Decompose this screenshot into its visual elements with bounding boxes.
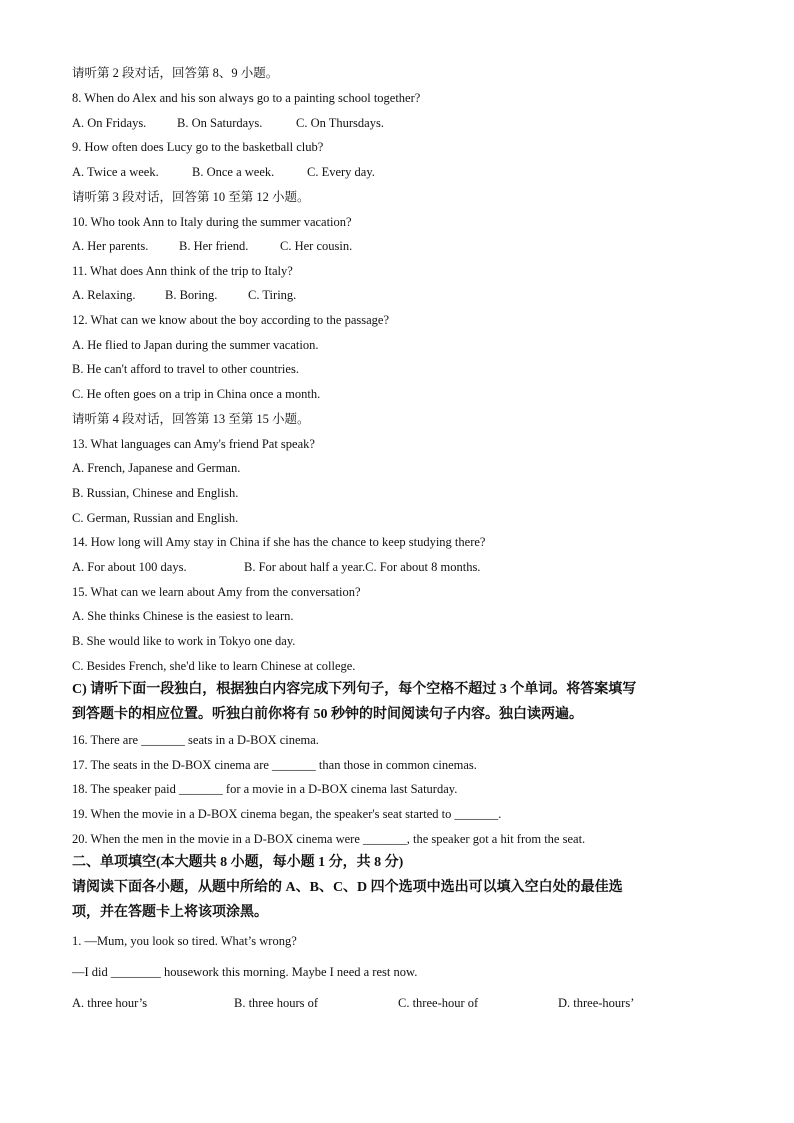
part-c-instruction-line-1: C) 请听下面一段独白，根据独白内容完成下列句子，每个空格不超过 3 个单词。将答案填写	[72, 682, 637, 697]
mcq-1-reply: —I did ________ housework this morning. Maybe I need a rest now.	[72, 965, 418, 979]
option-c: C. On Thursdays.	[296, 116, 384, 130]
question-16: 16. There are _______ seats in a D-BOX cinema.	[72, 733, 319, 747]
option-b: B. Boring.	[165, 288, 218, 302]
option-a: A. three hour’s	[72, 996, 148, 1010]
option-c: C. Her cousin.	[280, 239, 353, 253]
option-c: C. Tiring.	[248, 288, 297, 302]
question-13-option-a: A. French, Japanese and German.	[72, 461, 241, 475]
option-b: B. On Saturdays.	[177, 116, 263, 130]
question-12-option-c: C. He often goes on a trip in China once a month.	[72, 387, 321, 401]
question-11: 11. What does Ann think of the trip to Italy?	[72, 264, 293, 278]
option-a: A. Twice a week.	[72, 165, 159, 179]
section-instruction-2: 请听第 2 段对话，回答第 8、9 小题。	[72, 66, 279, 80]
section-two-heading: 二、单项填空(本大题共 8 小题，每小题 1 分，共 8 分)	[72, 855, 404, 870]
question-8: 8. When do Alex and his son always go to a painting school together?	[72, 91, 421, 105]
option-b: B. Her friend.	[179, 239, 249, 253]
question-17: 17. The seats in the D-BOX cinema are _______ than those in common cinemas.	[72, 758, 477, 772]
question-18: 18. The speaker paid _______ for a movie in a D-BOX cinema last Saturday.	[72, 782, 458, 796]
option-b: B. Once a week.	[192, 165, 275, 179]
option-b-c: B. For about half a year.C. For about 8 months.	[244, 560, 481, 574]
question-13-option-b: B. Russian, Chinese and English.	[72, 486, 239, 500]
mcq-1-prompt: 1. —Mum, you look so tired. What’s wrong?	[72, 934, 297, 948]
option-c: C. Every day.	[307, 165, 375, 179]
question-13-option-c: C. German, Russian and English.	[72, 511, 239, 525]
question-12-option-b: B. He can't afford to travel to other countries.	[72, 362, 299, 376]
part-c-instruction-line-2: 到答题卡的相应位置。听独白前你将有 50 秒钟的时间阅读句子内容。独白读两遍。	[72, 707, 583, 722]
question-15-option-a: A. She thinks Chinese is the easiest to learn.	[72, 609, 294, 623]
question-15: 15. What can we learn about Amy from the conversation?	[72, 585, 361, 599]
question-15-option-b: B. She would like to work in Tokyo one day.	[72, 634, 296, 648]
question-19: 19. When the movie in a D-BOX cinema began, the speaker's seat started to _______.	[72, 807, 502, 821]
question-13: 13. What languages can Amy's friend Pat speak?	[72, 437, 315, 451]
question-15-option-c: C. Besides French, she'd like to learn Chinese at college.	[72, 659, 356, 673]
option-c: C. three-hour of	[398, 996, 479, 1010]
question-14: 14. How long will Amy stay in China if she has the chance to keep studying there?	[72, 535, 486, 549]
option-d: D. three-hours’	[558, 996, 635, 1010]
option-a: A. On Fridays.	[72, 116, 147, 130]
section-two-instruction-line-2: 项，并在答题卡上将该项涂黑。	[72, 905, 268, 920]
question-12: 12. What can we know about the boy according to the passage?	[72, 313, 390, 327]
option-a: A. Her parents.	[72, 239, 149, 253]
question-20: 20. When the men in the movie in a D-BOX cinema were _______, the speaker got a hit from the seat.	[72, 832, 586, 846]
question-10: 10. Who took Ann to Italy during the summer vacation?	[72, 215, 352, 229]
section-instruction-3: 请听第 3 段对话，回答第 10 至第 12 小题。	[72, 190, 310, 204]
option-b: B. three hours of	[234, 996, 319, 1010]
question-9: 9. How often does Lucy go to the basketball club?	[72, 140, 324, 154]
option-a: A. Relaxing.	[72, 288, 136, 302]
section-two-instruction-line-1: 请阅读下面各小题，从题中所给的 A、B、C、D 四个选项中选出可以填入空白处的最佳选	[72, 880, 623, 895]
section-instruction-4: 请听第 4 段对话，回答第 13 至第 15 小题。	[72, 412, 310, 426]
question-12-option-a: A. He flied to Japan during the summer vacation.	[72, 338, 319, 352]
option-a: A. For about 100 days.	[72, 560, 187, 574]
